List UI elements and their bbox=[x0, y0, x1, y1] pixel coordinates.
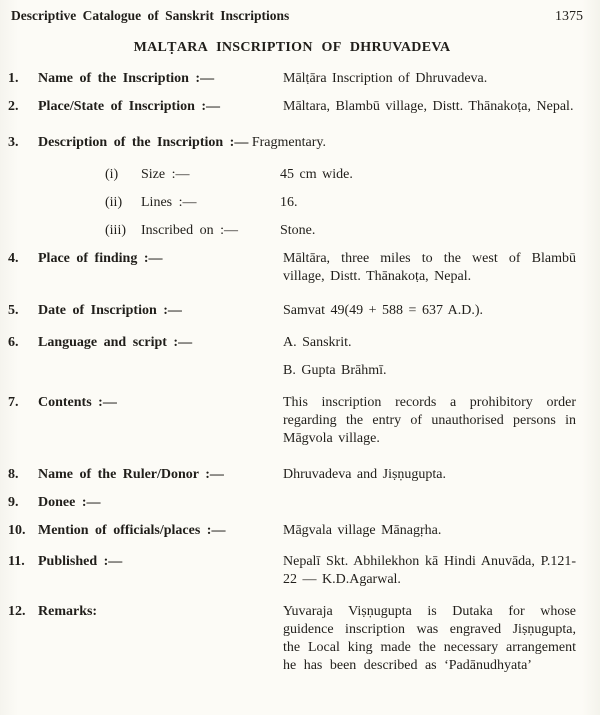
item-number: 12. bbox=[8, 604, 26, 619]
running-title: Descriptive Catalogue of Sanskrit Inscriptions bbox=[11, 8, 290, 23]
item-label-with-inline-value bbox=[38, 134, 576, 152]
item-row-9 bbox=[8, 494, 576, 512]
page-number: 1375 bbox=[555, 9, 583, 24]
item-row-1 bbox=[8, 70, 576, 88]
item-label: Place of finding :— bbox=[38, 251, 163, 266]
item-label: Mention of officials/places :— bbox=[38, 523, 226, 538]
item-row-10 bbox=[8, 522, 576, 540]
sub-item-number: (i) bbox=[105, 167, 119, 182]
item-row-3-sub-1 bbox=[105, 166, 576, 184]
item-value: Fragmentary. bbox=[251, 135, 326, 150]
item-value: This inscription records a prohibitory order regarding the entry of unauthorised persons in Māgvola village. bbox=[283, 395, 576, 446]
sub-item-label: Size :— bbox=[141, 167, 190, 182]
item-label: Published :— bbox=[38, 554, 123, 569]
item-value: Nepalī Skt. Abhilekhon kā Hindi Anuvāda, P.121- 22 — K.D.Agarwal. bbox=[283, 554, 576, 587]
item-label: Name of the Ruler/Donor :— bbox=[38, 467, 224, 482]
item-row-2 bbox=[8, 98, 576, 116]
sub-item-value: 16. bbox=[280, 195, 298, 210]
item-row-3-sub-2 bbox=[105, 194, 576, 212]
item-row-5 bbox=[8, 302, 576, 320]
item-number: 8. bbox=[8, 467, 19, 482]
item-number: 5. bbox=[8, 303, 19, 318]
item-value: Māltāra, three miles to the west of Blambū village, Distt. Thānakoṭa, Nepal. bbox=[283, 251, 576, 284]
item-value-list bbox=[283, 334, 576, 380]
item-row-7 bbox=[8, 394, 576, 448]
catalog-entries bbox=[8, 70, 576, 675]
item-value-line: B. Gupta Brāhmī. bbox=[283, 363, 387, 378]
item-number: 1. bbox=[8, 71, 19, 86]
item-row-11 bbox=[8, 553, 576, 589]
item-label: Description of the Inscription :— bbox=[38, 135, 249, 150]
item-number: 11. bbox=[8, 554, 25, 569]
page-title: MALṬARA INSCRIPTION OF DHRUVADEVA bbox=[133, 40, 451, 55]
item-row-6 bbox=[8, 334, 576, 380]
sub-item-value: 45 cm wide. bbox=[280, 167, 353, 182]
item-label: Name of the Inscription :— bbox=[38, 71, 215, 86]
item-label: Date of Inscription :— bbox=[38, 303, 182, 318]
item-label: Remarks: bbox=[38, 604, 98, 619]
item-number: 7. bbox=[8, 395, 19, 410]
item-label: Donee :— bbox=[38, 495, 101, 510]
item-value: Yuvaraja Viṣṇugupta is Dutaka for whose guidence inscription was engraved Jiṣṇugupta, the Local king made the necessary arrangement he has been described as ‘Padānudhyata’ bbox=[283, 604, 576, 673]
item-number: 3. bbox=[8, 135, 19, 150]
item-value: Māltara, Blambū village, Distt. Thānakoṭa, Nepal. bbox=[283, 99, 574, 114]
item-value: Mālṭāra Inscription of Dhruvadeva. bbox=[283, 71, 488, 86]
item-row-3-sub-3 bbox=[105, 222, 576, 240]
sub-item-label: Inscribed on :— bbox=[141, 223, 238, 238]
sub-item-label: Lines :— bbox=[141, 195, 197, 210]
item-value bbox=[283, 494, 576, 512]
item-row-12 bbox=[8, 603, 576, 675]
item-row-4 bbox=[8, 250, 576, 286]
item-value: Samvat 49(49 + 588 = 637 A.D.). bbox=[283, 303, 484, 318]
item-label: Contents :— bbox=[38, 395, 117, 410]
sub-item-value: Stone. bbox=[280, 223, 316, 238]
item-row-3 bbox=[8, 134, 576, 152]
sub-item-number: (iii) bbox=[105, 223, 126, 238]
item-value-line: A. Sanskrit. bbox=[283, 335, 352, 350]
item-number: 2. bbox=[8, 99, 19, 114]
sub-item-number: (ii) bbox=[105, 195, 123, 210]
item-number: 4. bbox=[8, 251, 19, 266]
item-row-8 bbox=[8, 466, 576, 484]
item-number: 6. bbox=[8, 335, 19, 350]
item-value: Māgvala village Mānagṛha. bbox=[283, 523, 442, 538]
item-label: Language and script :— bbox=[38, 335, 193, 350]
item-value: Dhruvadeva and Jiṣṇugupta. bbox=[283, 467, 447, 482]
item-number: 9. bbox=[8, 495, 19, 510]
item-label: Place/State of Inscription :— bbox=[38, 99, 221, 114]
page-header bbox=[8, 8, 583, 25]
item-number: 10. bbox=[8, 523, 26, 538]
